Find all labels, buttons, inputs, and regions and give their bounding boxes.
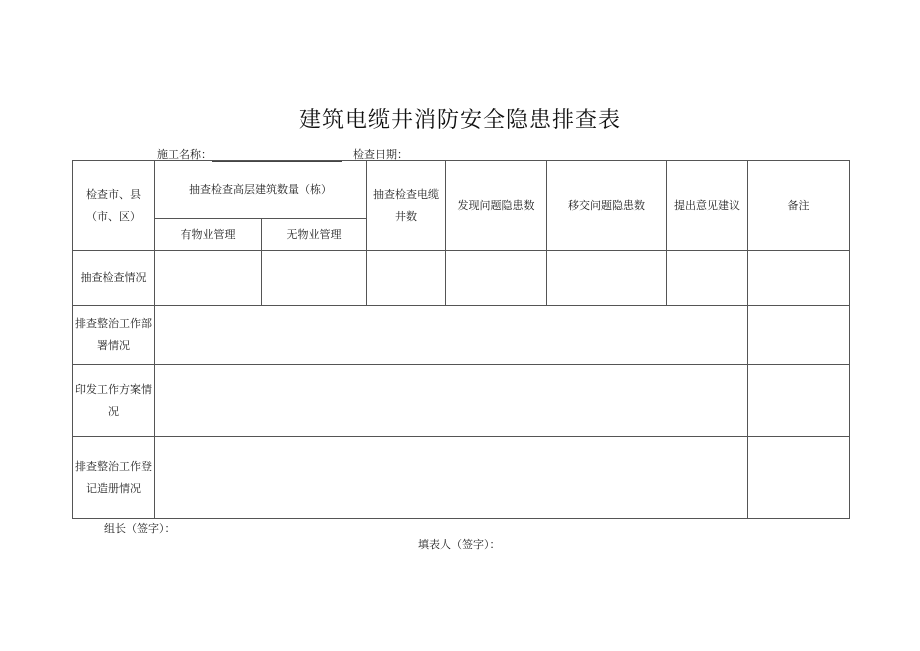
inspection-date-label: 检查日期： bbox=[353, 148, 408, 161]
cell-ledger-content[interactable] bbox=[155, 437, 748, 519]
header-shaft-count: 抽查检查电缆井数 bbox=[367, 161, 446, 251]
cell-deployment-content[interactable] bbox=[155, 306, 748, 365]
cell-remarks-plan[interactable] bbox=[748, 365, 850, 437]
row-label-ledger: 排查整治工作登记造册情况 bbox=[73, 437, 155, 519]
cell-with-property[interactable] bbox=[155, 251, 262, 306]
inspection-table bbox=[72, 160, 850, 519]
header-remarks: 备注 bbox=[748, 161, 850, 251]
header-found-hazards: 发现问题隐患数 bbox=[446, 161, 547, 251]
cell-suggestions[interactable] bbox=[667, 251, 748, 306]
cell-transferred-hazards[interactable] bbox=[547, 251, 667, 306]
header-buildings-group: 抽查检查高层建筑数量（栋） bbox=[155, 161, 367, 219]
header-with-property: 有物业管理 bbox=[155, 219, 262, 251]
page-title: 建筑电缆井消防安全隐患排查表 bbox=[298, 108, 621, 133]
construction-name-label: 施工名称： bbox=[157, 148, 212, 161]
header-without-property: 无物业管理 bbox=[262, 219, 367, 251]
header-region: 检查市、县（市、区） bbox=[73, 161, 155, 251]
leader-signature: 组长（签字）： bbox=[104, 522, 176, 535]
filler-signature: 填表人（签字）： bbox=[418, 538, 501, 551]
row-label-plan: 印发工作方案情况 bbox=[73, 365, 155, 437]
cell-found-hazards[interactable] bbox=[446, 251, 547, 306]
header-suggestions: 提出意见建议 bbox=[667, 161, 748, 251]
header-transferred-hazards: 移交问题隐患数 bbox=[547, 161, 667, 251]
cell-without-property[interactable] bbox=[262, 251, 367, 306]
cell-remarks-inspection[interactable] bbox=[748, 251, 850, 306]
cell-remarks-deployment[interactable] bbox=[748, 306, 850, 365]
row-label-inspection: 抽查检查情况 bbox=[73, 251, 155, 306]
cell-plan-content[interactable] bbox=[155, 365, 748, 437]
cell-shaft-count[interactable] bbox=[367, 251, 446, 306]
row-label-deployment: 排查整治工作部署情况 bbox=[73, 306, 155, 365]
cell-remarks-ledger[interactable] bbox=[748, 437, 850, 519]
